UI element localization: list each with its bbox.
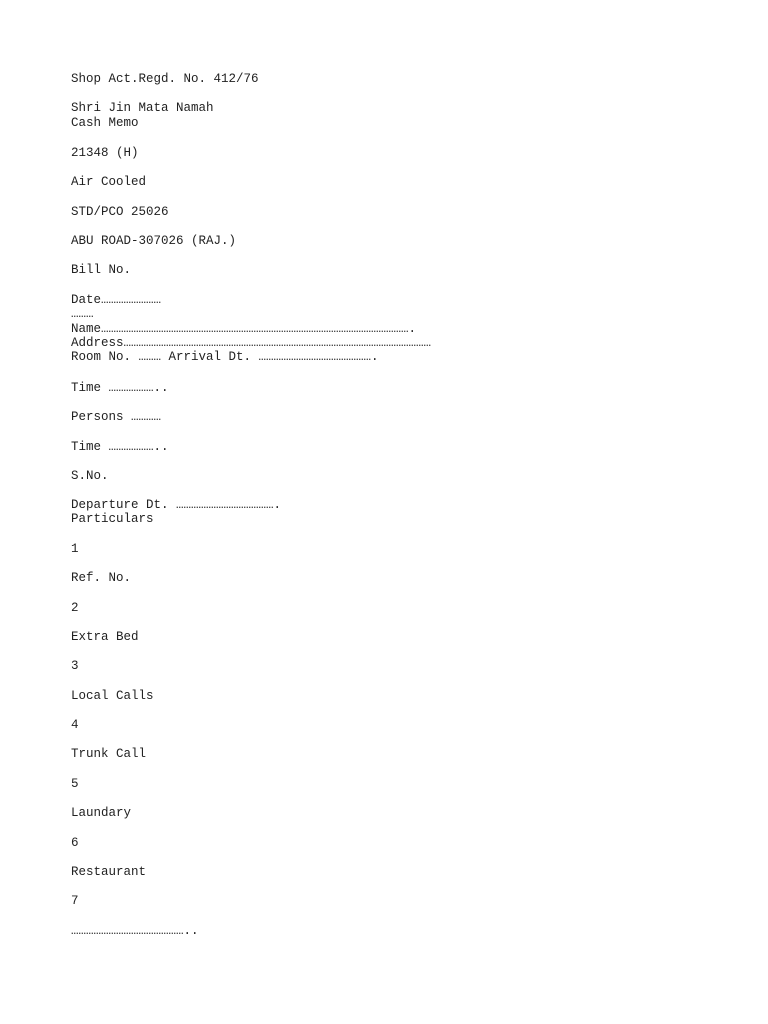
std-pco-number: STD/PCO 25026 — [71, 205, 169, 219]
item-number: 3 — [71, 659, 79, 673]
item-label: Trunk Call — [71, 747, 147, 761]
item-label: Ref. No. — [71, 571, 132, 585]
item-label: Restaurant — [71, 865, 147, 879]
item-label: Extra Bed — [71, 630, 139, 644]
item-number: 4 — [71, 718, 79, 732]
time-field: Time ……………….. — [71, 381, 169, 395]
memo-code: 21348 (H) — [71, 146, 139, 160]
date-field: Date…………………… — [71, 293, 162, 307]
shop-act-registration: Shop Act.Regd. No. 412/76 — [71, 72, 259, 86]
item-number: 5 — [71, 777, 79, 791]
item-number: 1 — [71, 542, 79, 556]
feature-text: Air Cooled — [71, 175, 147, 189]
date-field-continuation: ……… — [71, 307, 94, 321]
serial-no-header: S.No. — [71, 469, 109, 483]
city-address: ABU ROAD-307026 (RAJ.) — [71, 234, 237, 248]
persons-field: Persons ………… — [71, 410, 162, 424]
name-field: Name……………………………………………………………………………………………………………. — [71, 322, 417, 336]
departure-field: Departure Dt. …………………………………. — [71, 498, 282, 512]
particulars-header: Particulars — [71, 512, 154, 526]
item-label: ……………………………………….. — [71, 924, 199, 938]
item-number: 6 — [71, 836, 79, 850]
room-arrival-field: Room No. ……… Arrival Dt. ………………………………………. — [71, 350, 379, 364]
item-number: 7 — [71, 894, 79, 908]
item-number: 2 — [71, 601, 79, 615]
address-field: Address…………………………………………………………………………………………………………… — [71, 336, 432, 350]
bill-no-field: Bill No. — [71, 263, 132, 277]
item-label: Laundary — [71, 806, 132, 820]
time-field-second: Time ……………….. — [71, 440, 169, 454]
document-type: Cash Memo — [71, 116, 139, 130]
invocation-line: Shri Jin Mata Namah — [71, 101, 214, 115]
item-label: Local Calls — [71, 689, 154, 703]
